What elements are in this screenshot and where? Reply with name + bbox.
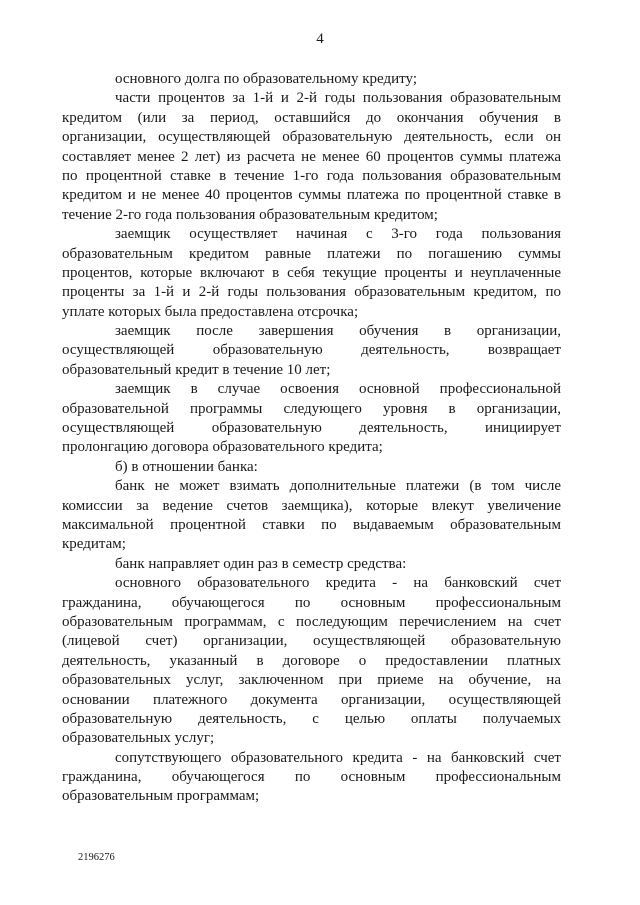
text-line: осуществляющей образовательную деятельность, возвращает: [62, 342, 561, 359]
text-line: организации, осуществляющей образовательную деятельность, если он: [62, 129, 561, 146]
text-line: течение 2-го года пользования образовательным кредитом;: [62, 206, 438, 223]
paragraph: [62, 555, 561, 574]
text-line: б) в отношении банка:: [115, 458, 258, 475]
text-line: заемщик осуществляет начиная с 3-го года пользования: [115, 226, 561, 243]
text-line: банк направляет один раз в семестр средства:: [115, 555, 407, 572]
text-line: составляет менее 2 лет) из расчета не менее 60 процентов суммы платежа: [62, 148, 561, 165]
text-line: деятельность, указанный в договоре о предоставлении платных: [62, 652, 561, 669]
text-line: сопутствующего образовательного кредита - на банковский счет: [115, 749, 561, 766]
text-line: уплате которых была предоставлена отсрочка;: [62, 303, 359, 320]
text-line: образовательным кредитом равные платежи по погашению суммы: [62, 245, 561, 262]
text-line: образовательным программам, с последующим перечислением на счет: [62, 613, 561, 630]
text-line: основании платежного документа организации, осуществляющей: [62, 691, 561, 708]
text-line: образовательных услуг, заключенном при приеме на обучение, на: [62, 672, 561, 689]
text-line: процентов, которые включают в себя текущие проценты и неуплаченные: [62, 264, 561, 281]
paragraph: [62, 322, 561, 380]
paragraph: [62, 749, 561, 807]
text-line: проценты за 1-й и 2-й годы пользования образовательным кредитом, по: [62, 284, 561, 301]
paragraph: [62, 225, 561, 322]
paragraph: [62, 89, 561, 225]
text-line: образовательной программы следующего уровня в организации,: [62, 400, 561, 417]
text-line: осуществляющей образовательную деятельность, инициирует: [62, 420, 561, 437]
text-line: образовательный кредит в течение 10 лет;: [62, 361, 331, 378]
text-line: кредитам;: [62, 536, 126, 553]
text-line: банк не может взимать дополнительные платежи (в том числе: [115, 478, 561, 495]
text-line: комиссии за ведение счетов заемщика), которые влекут увеличение: [62, 497, 561, 514]
paragraph: [62, 458, 561, 477]
text-line: гражданина, обучающегося по основным профессиональным: [62, 594, 561, 611]
text-line: кредитом и не менее 40 процентов суммы платежа по процентной ставке в: [62, 187, 561, 204]
paragraph: [62, 380, 561, 458]
text-line: образовательным программам;: [62, 788, 260, 805]
text-line: пролонгацию договора образовательного кредита;: [62, 439, 383, 456]
text-line: образовательную деятельность, с целью оплаты получаемых: [62, 710, 561, 727]
text-line: заемщик после завершения обучения в организации,: [115, 323, 561, 340]
text-line: образовательных услуг;: [62, 730, 215, 747]
text-line: максимальной процентной ставки по выдаваемым образовательным: [62, 516, 561, 533]
paragraph: [62, 70, 561, 89]
text-line: части процентов за 1-й и 2-й годы пользования образовательным: [115, 90, 561, 107]
document-body: [62, 70, 561, 807]
text-line: основного образовательного кредита - на банковский счет: [115, 575, 561, 592]
footer-code: 2196276: [78, 852, 115, 863]
text-line: основного долга по образовательному кредиту;: [115, 71, 417, 87]
text-line: кредитом (или за период, оставшийся до окончания обучения в: [62, 109, 561, 126]
text-line: заемщик в случае освоения основной профессиональной: [115, 381, 561, 398]
text-line: гражданина, обучающегося по основным профессиональным: [62, 769, 561, 786]
paragraph: [62, 574, 561, 749]
paragraph: [62, 477, 561, 555]
page-number: 4: [316, 31, 324, 47]
text-line: по процентной ставке в течение 1-го года пользования образовательным: [62, 167, 561, 184]
text-line: (лицевой счет) организации, осуществляющей образовательную: [62, 633, 561, 650]
